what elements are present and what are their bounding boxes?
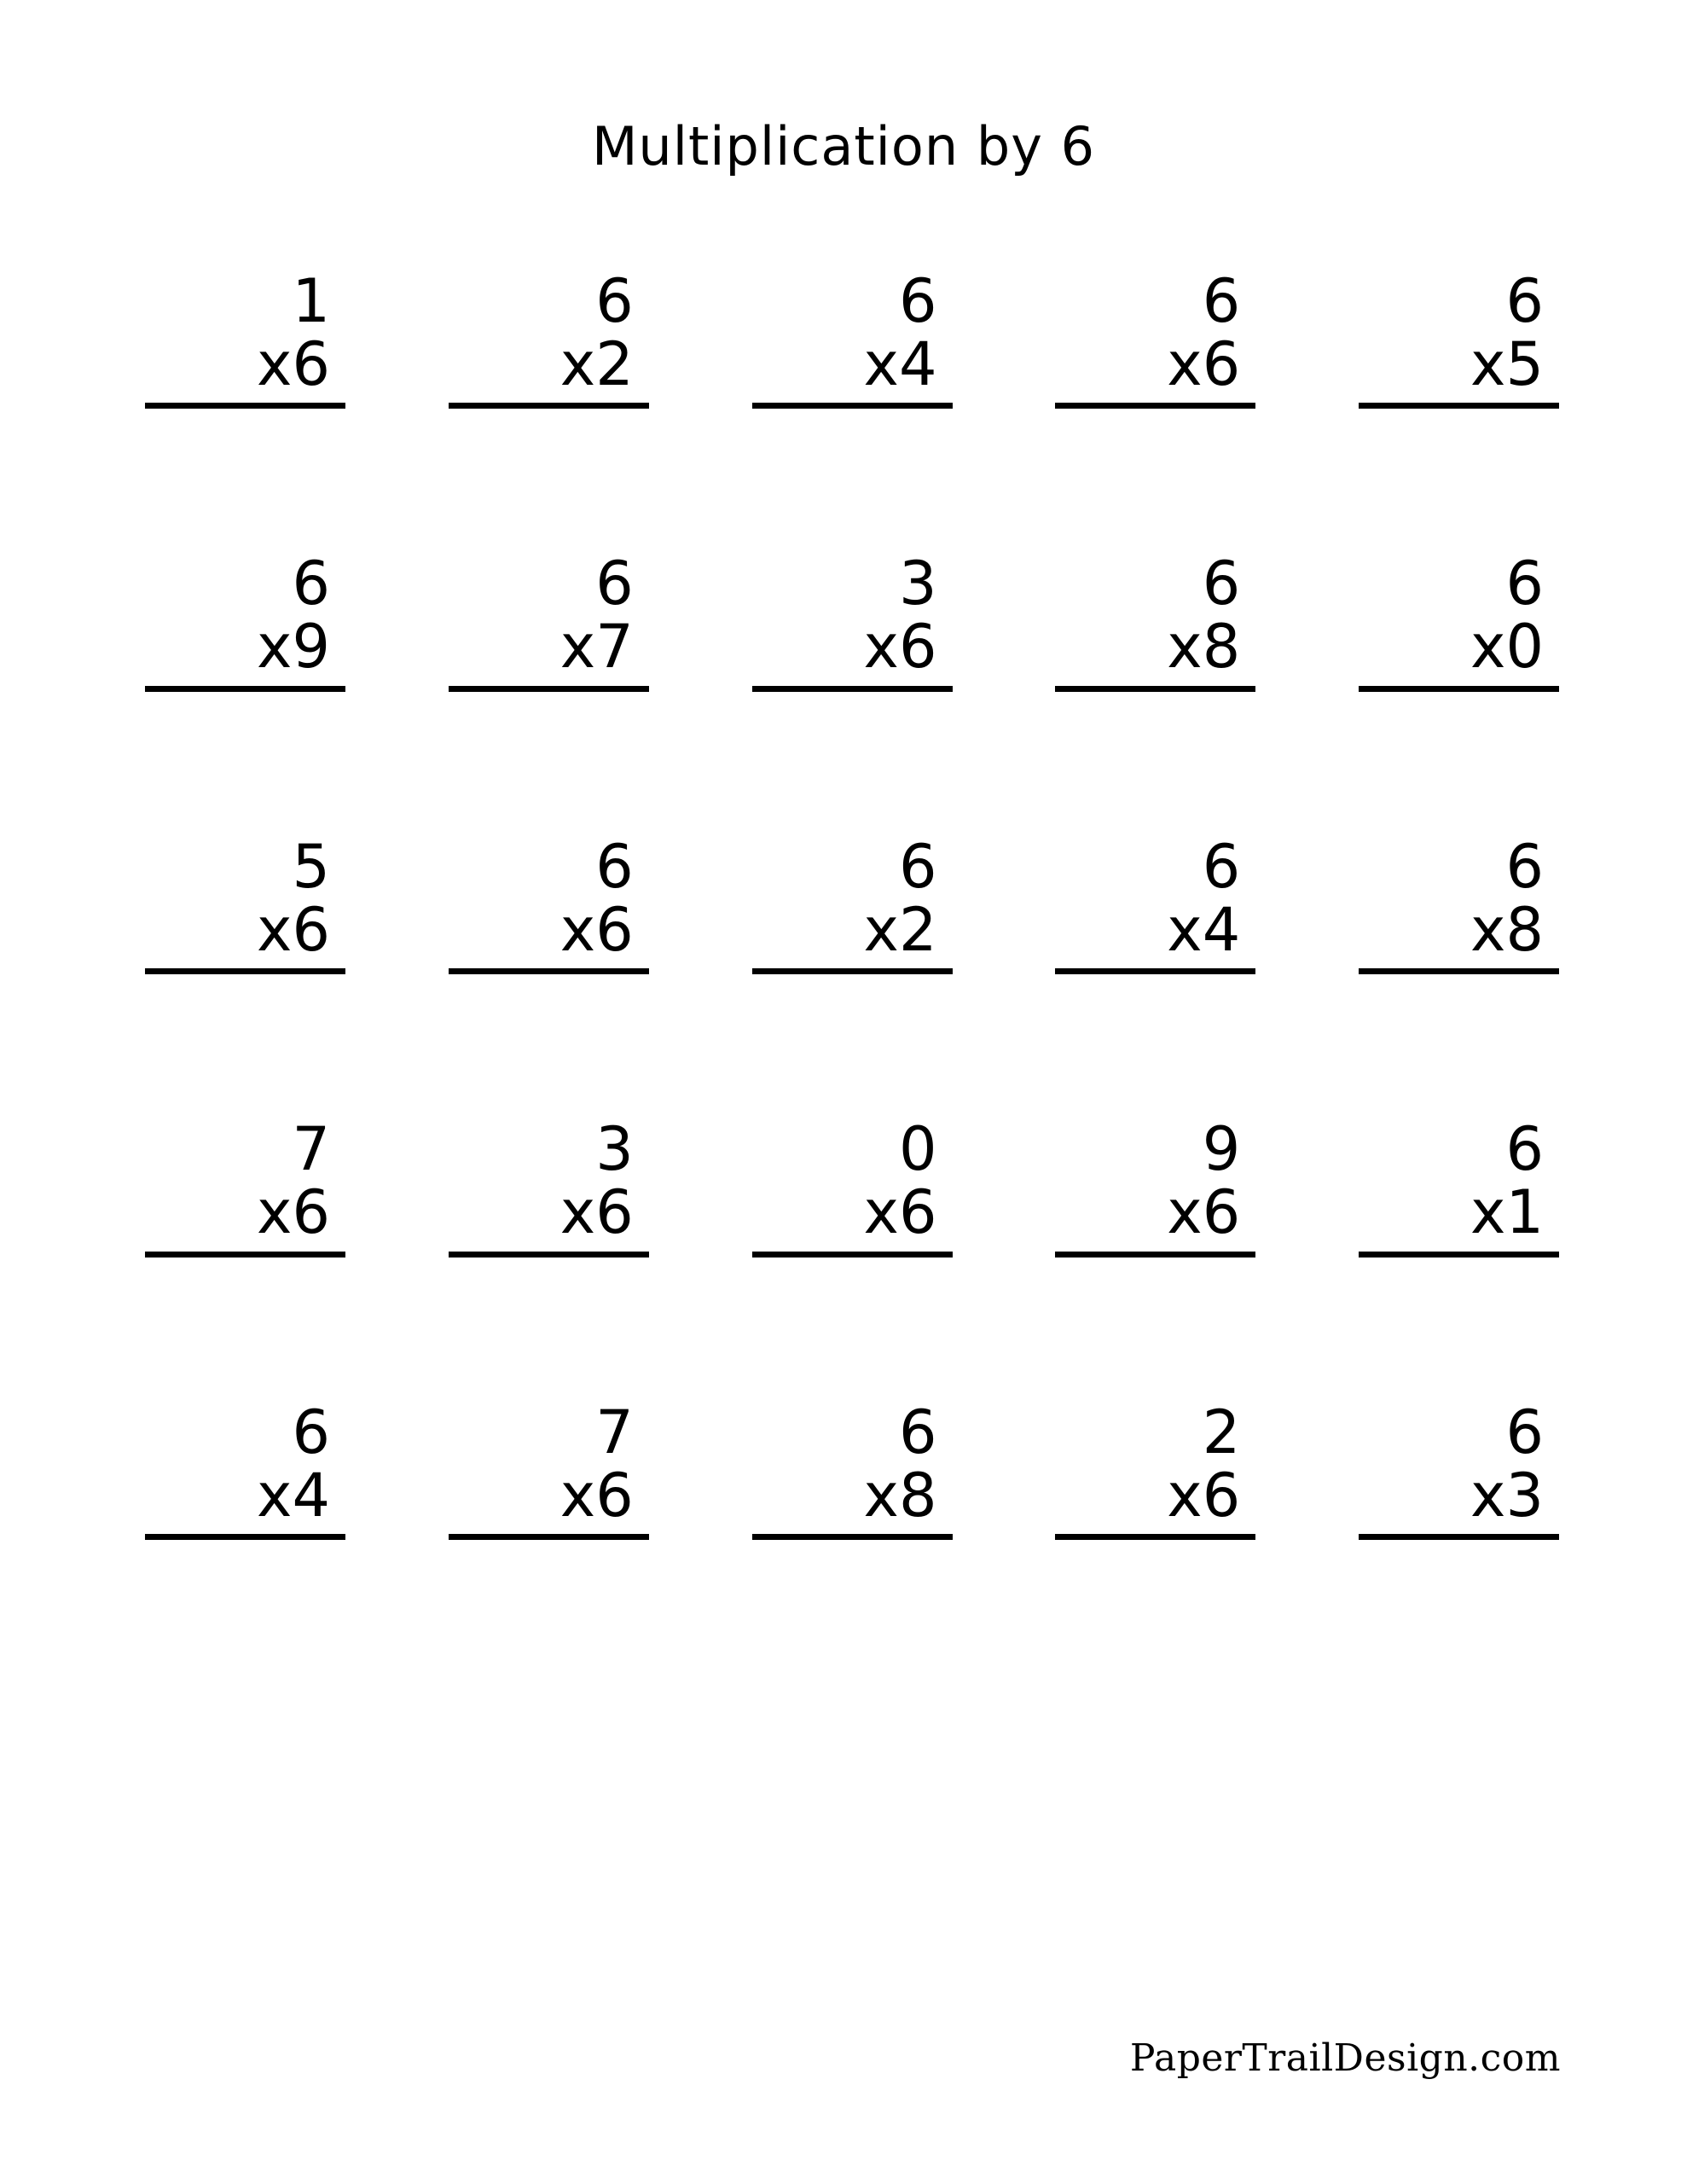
- answer-rule: [752, 1252, 953, 1258]
- operand-bottom: x7: [559, 612, 634, 682]
- operand-top: 6: [595, 831, 634, 902]
- operand-bottom: x4: [863, 329, 937, 399]
- problem-item: [145, 1114, 345, 1257]
- problem-item: [752, 831, 953, 974]
- problem-item: [449, 266, 649, 409]
- page-title: Multiplication by 6: [591, 115, 1096, 177]
- operand-top: 6: [595, 549, 634, 619]
- answer-rule: [145, 968, 345, 974]
- problem-row: [145, 549, 1559, 691]
- site-attribution: PaperTrailDesign.com: [1129, 2036, 1561, 2080]
- operand-bottom: x3: [1470, 1460, 1544, 1531]
- operand-top: 1: [292, 266, 330, 336]
- problem-item: [1055, 1397, 1255, 1540]
- problem-item: [1359, 1397, 1559, 1540]
- operand-top: 3: [595, 1114, 634, 1185]
- answer-rule: [145, 1252, 345, 1258]
- problem-grid: [0, 266, 1687, 1685]
- operand-top: 5: [292, 831, 330, 902]
- operand-bottom: x6: [863, 1177, 937, 1248]
- operand-bottom: x4: [257, 1460, 330, 1531]
- answer-rule: [1359, 403, 1559, 409]
- problem-item: [449, 1397, 649, 1540]
- problem-item: [1055, 1114, 1255, 1257]
- answer-rule: [1359, 968, 1559, 974]
- problem-row: [145, 1114, 1559, 1257]
- problem-item: [145, 549, 345, 691]
- operand-bottom: x6: [1167, 329, 1241, 399]
- problem-item: [1055, 549, 1255, 691]
- operand-top: 7: [595, 1397, 634, 1467]
- problem-item: [1055, 831, 1255, 974]
- problem-item: [752, 1114, 953, 1257]
- answer-rule: [752, 1534, 953, 1540]
- operand-top: 6: [1202, 831, 1241, 902]
- answer-rule: [145, 403, 345, 409]
- answer-rule: [1055, 686, 1255, 692]
- problem-item: [1359, 549, 1559, 691]
- answer-rule: [449, 1252, 649, 1258]
- problem-row: [145, 266, 1559, 409]
- problem-item: [449, 831, 649, 974]
- answer-rule: [449, 1534, 649, 1540]
- operand-top: 6: [898, 266, 937, 336]
- operand-top: 6: [595, 266, 634, 336]
- problem-item: [1055, 266, 1255, 409]
- operand-bottom: x9: [257, 612, 330, 682]
- answer-rule: [1359, 1252, 1559, 1258]
- operand-bottom: x6: [257, 1177, 330, 1248]
- operand-top: 0: [898, 1114, 937, 1185]
- operand-top: 2: [1202, 1397, 1241, 1467]
- answer-rule: [145, 1534, 345, 1540]
- operand-bottom: x8: [1470, 894, 1544, 965]
- answer-rule: [752, 403, 953, 409]
- operand-bottom: x8: [863, 1460, 937, 1531]
- answer-rule: [449, 686, 649, 692]
- problem-item: [449, 549, 649, 691]
- operand-top: 3: [898, 549, 937, 619]
- answer-rule: [145, 686, 345, 692]
- operand-top: 6: [1505, 1397, 1544, 1467]
- operand-bottom: x6: [559, 1177, 634, 1248]
- operand-top: 6: [898, 831, 937, 902]
- operand-top: 6: [1505, 266, 1544, 336]
- operand-top: 6: [1202, 549, 1241, 619]
- operand-top: 7: [292, 1114, 330, 1185]
- operand-bottom: x8: [1167, 612, 1241, 682]
- operand-bottom: x6: [863, 612, 937, 682]
- problem-item: [1359, 266, 1559, 409]
- operand-bottom: x6: [559, 1460, 634, 1531]
- answer-rule: [1055, 1534, 1255, 1540]
- answer-rule: [752, 968, 953, 974]
- problem-item: [145, 266, 345, 409]
- operand-top: 6: [292, 549, 330, 619]
- answer-rule: [449, 968, 649, 974]
- operand-bottom: x6: [559, 894, 634, 965]
- operand-top: 6: [1505, 1114, 1544, 1185]
- operand-bottom: x5: [1470, 329, 1544, 399]
- answer-rule: [449, 403, 649, 409]
- answer-rule: [1359, 1534, 1559, 1540]
- operand-bottom: x0: [1470, 612, 1544, 682]
- problem-row: [145, 831, 1559, 974]
- operand-top: 6: [1202, 266, 1241, 336]
- problem-item: [752, 266, 953, 409]
- operand-bottom: x4: [1167, 894, 1241, 965]
- answer-rule: [1055, 403, 1255, 409]
- operand-bottom: x6: [257, 329, 330, 399]
- problem-item: [752, 549, 953, 691]
- operand-bottom: x6: [1167, 1460, 1241, 1531]
- operand-top: 9: [1202, 1114, 1241, 1185]
- operand-bottom: x6: [1167, 1177, 1241, 1248]
- problem-item: [145, 831, 345, 974]
- problem-item: [1359, 831, 1559, 974]
- problem-item: [1359, 1114, 1559, 1257]
- answer-rule: [1055, 1252, 1255, 1258]
- operand-bottom: x2: [863, 894, 937, 965]
- answer-rule: [752, 686, 953, 692]
- operand-bottom: x1: [1470, 1177, 1544, 1248]
- operand-top: 6: [292, 1397, 330, 1467]
- operand-top: 6: [898, 1397, 937, 1467]
- answer-rule: [1055, 968, 1255, 974]
- problem-item: [752, 1397, 953, 1540]
- operand-bottom: x6: [257, 894, 330, 965]
- operand-top: 6: [1505, 831, 1544, 902]
- operand-top: 6: [1505, 549, 1544, 619]
- problem-item: [145, 1397, 345, 1540]
- answer-rule: [1359, 686, 1559, 692]
- problem-row: [145, 1397, 1559, 1540]
- operand-bottom: x2: [559, 329, 634, 399]
- problem-item: [449, 1114, 649, 1257]
